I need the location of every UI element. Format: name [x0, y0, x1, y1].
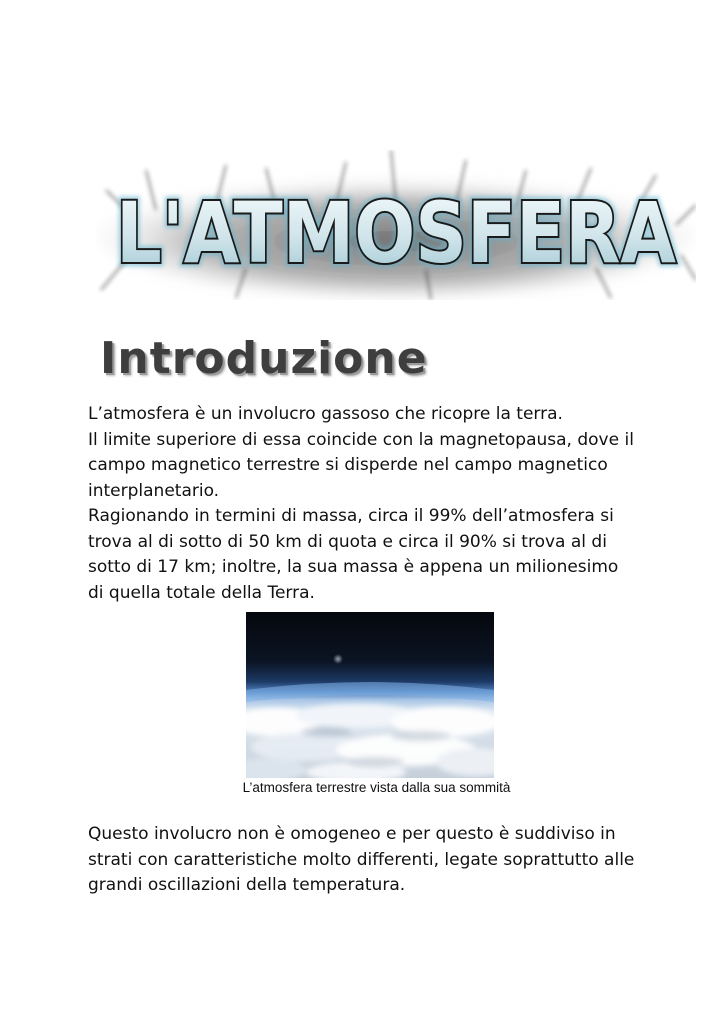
- title-glow: L'ATMOSFERA: [116, 184, 676, 282]
- title-outline: L'ATMOSFERA: [116, 184, 676, 282]
- intro-line: Ragionando in termini di massa, circa il 99% dell’atmosfera si: [88, 506, 614, 526]
- intro-line: di quella totale della Terra.: [88, 582, 315, 603]
- title-graphic: [96, 150, 696, 300]
- document-title: L'ATMOSFERA: [116, 184, 676, 282]
- intro-paragraph: [88, 402, 668, 606]
- section-heading: Introduzione: [100, 333, 428, 384]
- closing-paragraph: [88, 822, 668, 899]
- intro-line: campo magnetico terrestre si disperde nel campo magnetico: [88, 455, 608, 475]
- intro-line: sotto di 17 km; inoltre, la sua massa è appena un milionesimo: [88, 557, 619, 577]
- photo-caption: L’atmosfera terrestre vista dalla sua sommità: [242, 780, 511, 795]
- title-art: [96, 150, 696, 300]
- intro-line: trova al di sotto di 50 km di quota e circa il 90% si trova al di: [88, 531, 607, 552]
- intro-line: L’atmosfera è un involucro gassoso che ricopre la terra.: [88, 404, 563, 424]
- intro-line: interplanetario.: [88, 480, 220, 501]
- intro-line: Il limite superiore di essa coincide con la magnetopausa, dove il: [88, 429, 634, 450]
- closing-line: strati con caratteristiche molto differenti, legate soprattutto alle: [88, 849, 635, 870]
- atmosphere-photo: [246, 612, 494, 778]
- closing-line: Questo involucro non è omogeneo e per questo è suddiviso in: [88, 824, 616, 844]
- closing-line: grandi oscillazioni della temperatura.: [88, 875, 406, 895]
- atmosphere-image: [246, 612, 494, 778]
